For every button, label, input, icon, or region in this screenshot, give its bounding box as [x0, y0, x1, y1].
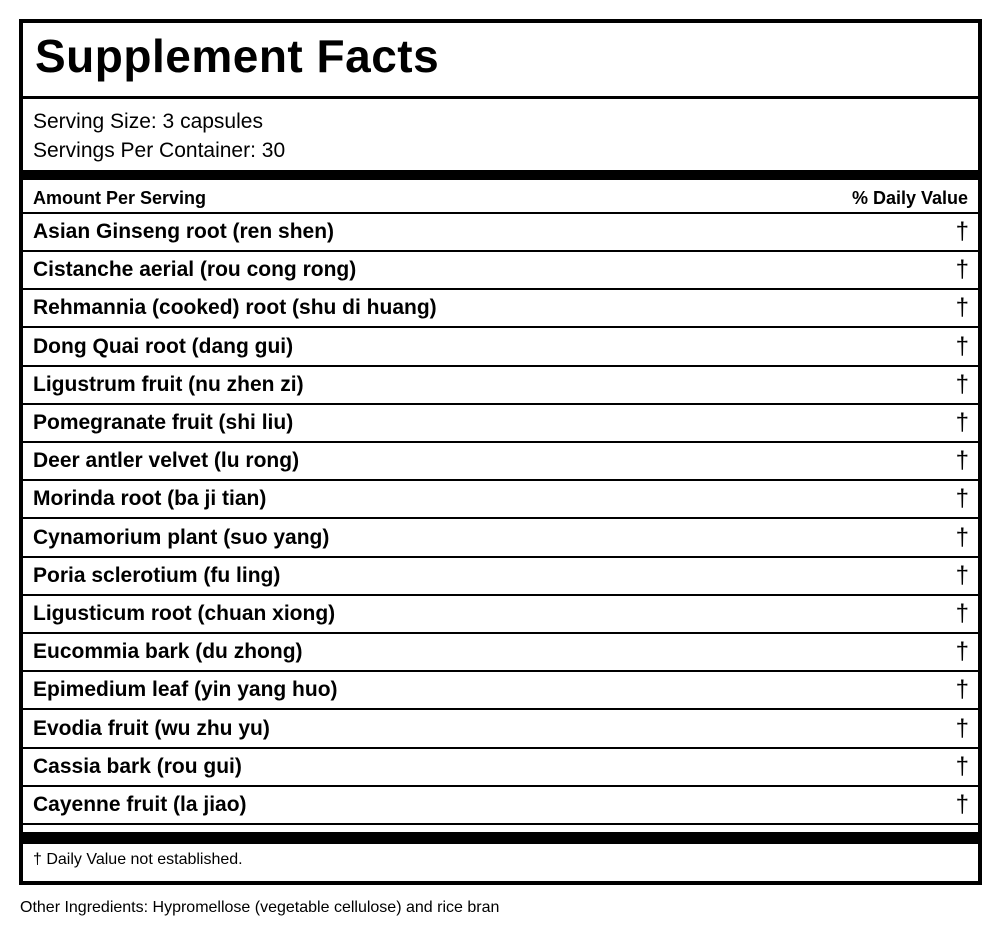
ingredient-name: Morinda root (ba ji tian)	[33, 487, 267, 511]
ingredient-daily-value: †	[955, 447, 969, 475]
ingredient-name: Epimedium leaf (yin yang huo)	[33, 678, 338, 702]
title-divider	[23, 96, 978, 99]
ingredient-name: Eucommia bark (du zhong)	[33, 640, 303, 664]
ingredient-name: Deer antler velvet (lu rong)	[33, 449, 300, 473]
ingredient-daily-value: †	[955, 409, 969, 436]
ingredient-name: Asian Ginseng root (ren shen)	[33, 220, 335, 243]
ingredient-daily-value: †	[955, 256, 969, 284]
daily-value-header: % Daily Value	[851, 188, 968, 208]
supplement-facts-panel	[19, 19, 982, 885]
ingredient-name: Ligusticum root (chuan xiong)	[33, 602, 336, 625]
ingredient-name: Ligustrum fruit (nu zhen zi)	[33, 372, 304, 396]
ingredient-row	[23, 558, 978, 596]
ingredient-row	[23, 405, 978, 443]
ingredient-daily-value: †	[955, 523, 969, 551]
ingredient-daily-value: †	[955, 370, 969, 398]
amount-per-serving-header: Amount Per Serving	[33, 188, 207, 208]
ingredient-row	[23, 481, 978, 519]
thick-divider-bottom	[23, 832, 978, 844]
ingredient-name: Pomegranate fruit (shi liu)	[33, 411, 294, 434]
ingredient-row	[23, 711, 978, 749]
serving-size: Serving Size: 3 capsules	[33, 110, 263, 133]
ingredient-daily-value: †	[955, 332, 969, 360]
ingredient-daily-value: †	[955, 714, 969, 742]
ingredient-row	[23, 520, 978, 558]
ingredient-daily-value: †	[955, 752, 969, 780]
ingredient-daily-value: †	[955, 791, 969, 818]
ingredient-row	[23, 329, 978, 367]
ingredient-row	[23, 443, 978, 481]
ingredient-daily-value: †	[955, 561, 969, 589]
panel-title: Supplement Facts	[35, 30, 440, 82]
ingredient-name: Dong Quai root (dang gui)	[33, 334, 294, 358]
ingredient-row	[23, 596, 978, 634]
ingredient-row	[23, 749, 978, 787]
daily-value-footnote: † Daily Value not established.	[33, 851, 243, 868]
ingredient-daily-value: †	[955, 294, 969, 322]
ingredient-row	[23, 787, 978, 825]
ingredient-daily-value: †	[955, 485, 969, 513]
ingredient-daily-value: †	[955, 600, 969, 627]
servings-per-container: Servings Per Container: 30	[33, 139, 286, 162]
ingredient-name: Evodia fruit (wu zhu yu)	[33, 716, 270, 740]
ingredient-daily-value: †	[955, 676, 969, 704]
ingredient-name: Cynamorium plant (suo yang)	[33, 525, 330, 549]
ingredient-row	[23, 290, 978, 328]
ingredient-name: Cistanche aerial (rou cong rong)	[33, 258, 357, 282]
ingredient-daily-value: †	[955, 218, 969, 245]
ingredient-row	[23, 252, 978, 290]
ingredient-name: Cassia bark (rou gui)	[33, 754, 242, 778]
ingredient-row	[23, 367, 978, 405]
ingredient-name: Rehmannia (cooked) root (shu di huang)	[33, 296, 437, 320]
other-ingredients: Other Ingredients: Hypromellose (vegetable cellulose) and rice bran	[20, 899, 500, 916]
ingredient-row	[23, 214, 978, 252]
ingredient-row	[23, 634, 978, 672]
ingredient-name: Cayenne fruit (la jiao)	[33, 793, 247, 816]
ingredient-row	[23, 672, 978, 710]
thick-divider-top	[23, 170, 978, 180]
ingredient-name: Poria sclerotium (fu ling)	[33, 563, 281, 587]
ingredient-daily-value: †	[955, 638, 969, 666]
